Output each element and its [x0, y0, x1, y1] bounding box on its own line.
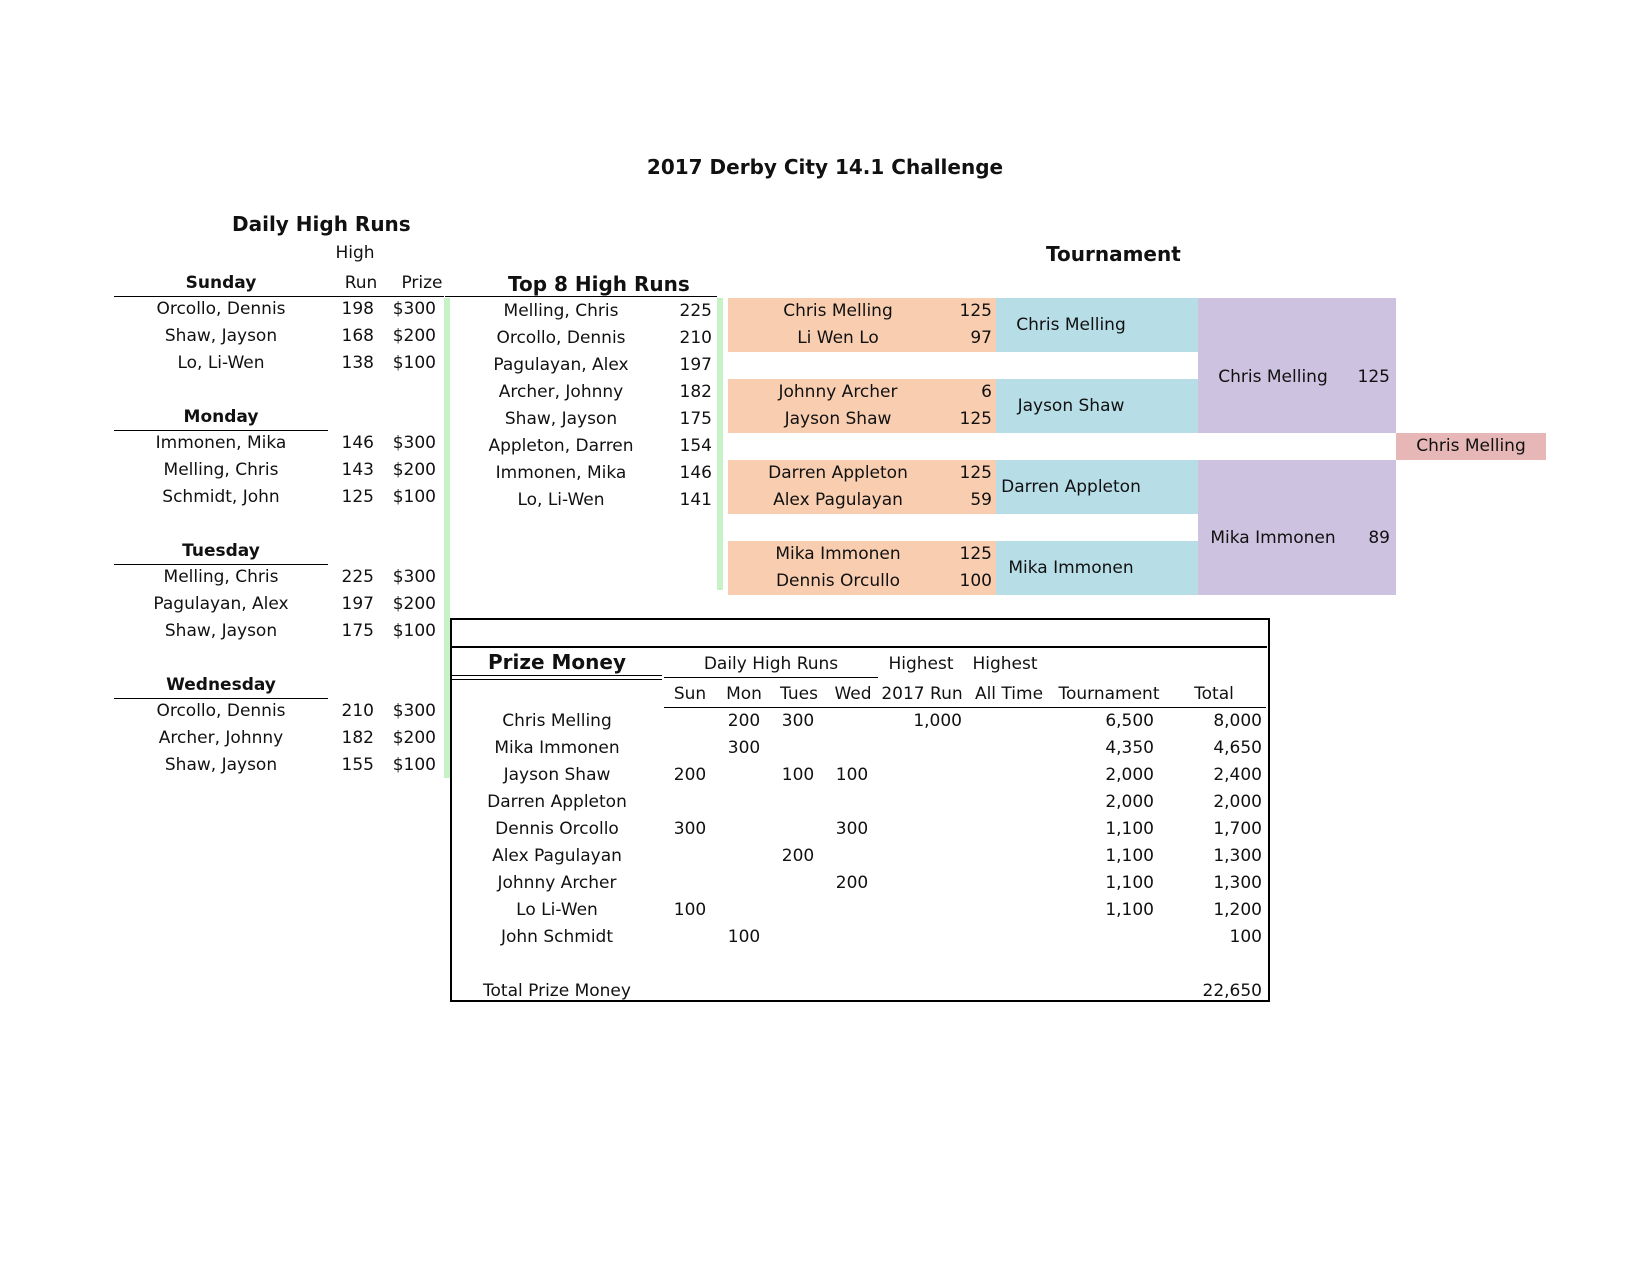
champion-name: Chris Melling: [1416, 436, 1526, 456]
round2-player: Darren Appleton: [1001, 477, 1141, 497]
total-prize-label: Total Prize Money: [483, 981, 631, 1001]
prize-col-header: Wed: [834, 684, 872, 704]
round1-score: 125: [959, 301, 992, 321]
daily-run: 210: [341, 701, 374, 721]
prize-tournament: 2,000: [1105, 765, 1154, 785]
daily-prize: $300: [392, 433, 436, 453]
daily-player: Immonen, Mika: [155, 433, 287, 453]
round1-player: Mika Immonen: [775, 544, 901, 564]
tournament-heading: Tournament: [1046, 242, 1181, 266]
daily-run: 175: [341, 621, 374, 641]
prize-tournament: 1,100: [1105, 873, 1154, 893]
round2-player: Chris Melling: [1016, 315, 1126, 335]
round2-player: Jayson Shaw: [1017, 396, 1125, 416]
prize-tournament: 4,350: [1105, 738, 1154, 758]
daily-run: 168: [341, 326, 374, 346]
round1-score: 125: [959, 544, 992, 564]
daily-prize: $100: [392, 621, 436, 641]
top8-run: 210: [679, 328, 712, 348]
top8-player: Shaw, Jayson: [504, 409, 618, 429]
daily-player: Shaw, Jayson: [164, 621, 278, 641]
daily-prize: $200: [392, 326, 436, 346]
prize-tournament: 6,500: [1105, 711, 1154, 731]
prize-total: 4,650: [1213, 738, 1262, 758]
prize-tournament: 1,100: [1105, 846, 1154, 866]
prize-player: Johnny Archer: [497, 873, 617, 893]
daily-player: Shaw, Jayson: [164, 755, 278, 775]
top8-run: 182: [679, 382, 712, 402]
round1-player: Johnny Archer: [778, 382, 898, 402]
prize-player: Dennis Orcollo: [495, 819, 619, 839]
daily-run: 197: [341, 594, 374, 614]
prize-total: 2,400: [1213, 765, 1262, 785]
day-label: Monday: [183, 407, 259, 427]
col-high-label: High: [335, 243, 375, 263]
group-highest-alltime: Highest: [972, 654, 1038, 674]
daily-run: 225: [341, 567, 374, 587]
round1-player: Dennis Orcullo: [775, 571, 901, 591]
prize-col-header: 2017 Run: [881, 684, 963, 704]
daily-run: 155: [341, 755, 374, 775]
prize-player: Mika Immonen: [494, 738, 620, 758]
page-title: 2017 Derby City 14.1 Challenge: [646, 155, 1004, 179]
prize-col-header: Sun: [673, 684, 707, 704]
daily-prize: $100: [392, 353, 436, 373]
daily-player: Pagulayan, Alex: [153, 594, 289, 614]
prize-col-header: Mon: [726, 684, 762, 704]
round3-score: 89: [1368, 528, 1390, 548]
prize-col-header: Total: [1194, 684, 1234, 704]
prize-wed: 300: [835, 819, 869, 839]
prize-money-heading: Prize Money: [487, 650, 627, 674]
prize-wed: 200: [835, 873, 869, 893]
prize-total: 1,200: [1213, 900, 1262, 920]
prize-total: 1,700: [1213, 819, 1262, 839]
top8-player: Lo, Li-Wen: [517, 490, 605, 510]
group-daily-underline: [664, 677, 878, 678]
prize-mon: 100: [727, 927, 761, 947]
prize-tues: 300: [781, 711, 815, 731]
prize-sun: 300: [673, 819, 707, 839]
top8-heading: Top 8 High Runs: [508, 272, 690, 296]
prize-sun: 100: [673, 900, 707, 920]
daily-prize: $200: [392, 594, 436, 614]
prize-run2017: 1,000: [913, 711, 962, 731]
prize-col-header: Tues: [780, 684, 818, 704]
day-underline: [114, 698, 328, 699]
top8-run: 225: [679, 301, 712, 321]
top8-player: Appleton, Darren: [488, 436, 634, 456]
day-underline: [114, 564, 328, 565]
prize-total: 1,300: [1213, 846, 1262, 866]
top8-run: 146: [679, 463, 712, 483]
top8-player: Archer, Johnny: [498, 382, 624, 402]
top8-player: Immonen, Mika: [495, 463, 627, 483]
round1-player: Darren Appleton: [768, 463, 908, 483]
prize-tues: 200: [781, 846, 815, 866]
round1-score: 59: [970, 490, 992, 510]
daily-run: 198: [341, 299, 374, 319]
prize-col-header: Tournament: [1058, 684, 1160, 704]
round1-score: 6: [981, 382, 992, 402]
daily-player: Shaw, Jayson: [164, 326, 278, 346]
top8-player: Melling, Chris: [503, 301, 619, 321]
prize-heading-underline-1: [452, 675, 662, 676]
prize-player: Alex Pagulayan: [492, 846, 622, 866]
daily-high-runs-heading: Daily High Runs: [232, 212, 411, 236]
day-underline: [114, 430, 328, 431]
daily-run: 146: [341, 433, 374, 453]
prize-total: 1,300: [1213, 873, 1262, 893]
prize-player: John Schmidt: [500, 927, 614, 947]
daily-prize: $100: [392, 755, 436, 775]
daily-player: Melling, Chris: [163, 460, 279, 480]
prize-total: 8,000: [1213, 711, 1262, 731]
daily-player: Orcollo, Dennis: [156, 701, 286, 721]
daily-prize: $200: [392, 460, 436, 480]
prize-player: Lo Li-Wen: [516, 900, 598, 920]
daily-player: Orcollo, Dennis: [156, 299, 286, 319]
daily-prize: $300: [392, 701, 436, 721]
col-prize-label: Prize: [401, 273, 443, 293]
round3-player: Chris Melling: [1218, 367, 1328, 387]
day-label: Sunday: [185, 273, 257, 293]
top8-run: 154: [679, 436, 712, 456]
prize-tournament: 1,100: [1105, 900, 1154, 920]
prize-sun: 200: [673, 765, 707, 785]
round2-player: Mika Immonen: [1008, 558, 1134, 578]
daily-player: Schmidt, John: [162, 487, 280, 507]
prize-tournament: 1,100: [1105, 819, 1154, 839]
top8-run: 141: [679, 490, 712, 510]
round1-player: Li Wen Lo: [797, 328, 879, 348]
day-label: Tuesday: [182, 541, 260, 561]
prize-player: Chris Melling: [502, 711, 612, 731]
top8-player: Pagulayan, Alex: [493, 355, 629, 375]
prize-wed: 100: [835, 765, 869, 785]
group-daily-high-runs: Daily High Runs: [703, 654, 839, 674]
col-run-label: Run: [344, 273, 378, 293]
prize-header-underline: [664, 707, 1266, 708]
round1-score: 97: [970, 328, 992, 348]
daily-run: 182: [341, 728, 374, 748]
total-prize-value: 22,650: [1202, 981, 1262, 1001]
prize-tues: 100: [781, 765, 815, 785]
round1-score: 125: [959, 463, 992, 483]
day-label: Wednesday: [166, 675, 276, 695]
prize-heading-underline-2: [452, 679, 662, 680]
daily-player: Lo, Li-Wen: [177, 353, 265, 373]
prize-player: Darren Appleton: [487, 792, 627, 812]
daily-prize: $300: [392, 299, 436, 319]
prize-total: 100: [1229, 927, 1262, 947]
prize-col-header: All Time: [974, 684, 1044, 704]
daily-player: Melling, Chris: [163, 567, 279, 587]
prize-box-top-divider: [451, 646, 1267, 648]
round3-score: 125: [1357, 367, 1390, 387]
sunday-underline-long: [114, 296, 444, 297]
prize-tournament: 2,000: [1105, 792, 1154, 812]
daily-player: Archer, Johnny: [158, 728, 284, 748]
prize-mon: 200: [727, 711, 761, 731]
green-separator-right: [717, 298, 723, 590]
prize-player: Jayson Shaw: [503, 765, 611, 785]
daily-run: 138: [341, 353, 374, 373]
top8-run: 197: [679, 355, 712, 375]
round3-player: Mika Immonen: [1210, 528, 1336, 548]
daily-run: 143: [341, 460, 374, 480]
daily-prize: $300: [392, 567, 436, 587]
top8-underline: [445, 296, 717, 297]
prize-total: 2,000: [1213, 792, 1262, 812]
round1-score: 100: [959, 571, 992, 591]
daily-run: 125: [341, 487, 374, 507]
round1-score: 125: [959, 409, 992, 429]
group-highest-2017: Highest: [888, 654, 954, 674]
daily-prize: $200: [392, 728, 436, 748]
prize-mon: 300: [727, 738, 761, 758]
top8-player: Orcollo, Dennis: [496, 328, 626, 348]
round1-player: Jayson Shaw: [784, 409, 892, 429]
round1-player: Chris Melling: [783, 301, 893, 321]
top8-run: 175: [679, 409, 712, 429]
round1-player: Alex Pagulayan: [773, 490, 903, 510]
daily-prize: $100: [392, 487, 436, 507]
